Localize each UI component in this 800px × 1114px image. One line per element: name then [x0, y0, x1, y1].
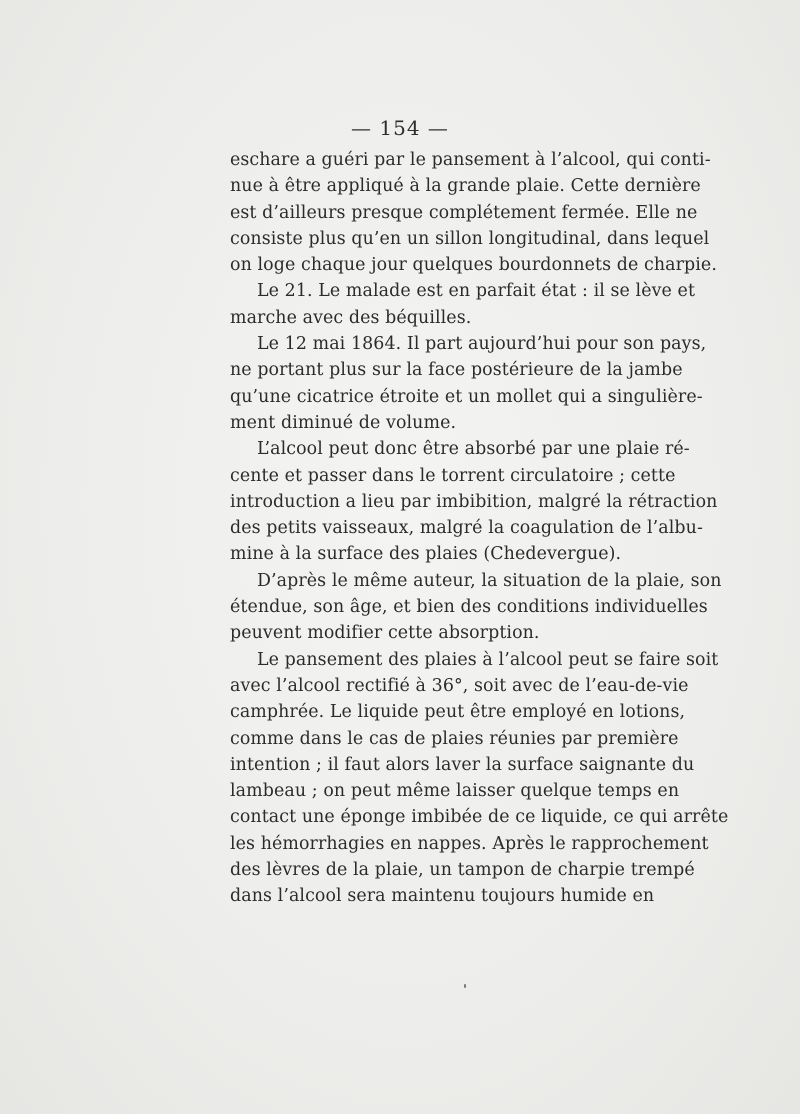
text-line: introduction a lieu par imbibition, malgré la rétraction: [230, 491, 718, 512]
text-line: eschare a guéri par le pansement à l’alcool, qui conti-: [230, 150, 711, 170]
text-line: ment diminué de volume.: [230, 412, 457, 433]
text-line: lambeau ; on peut même laisser quelque temps en: [230, 781, 680, 802]
text-line: étendue, son âge, et bien des conditions individuelles: [230, 597, 708, 618]
text-line: Le pansement des plaies à l’alcool peut se faire soit: [257, 649, 719, 670]
text-line: Le 12 mai 1864. Il part aujourd’hui pour son pays,: [257, 334, 707, 355]
text-line: qu’une cicatrice étroite et un mollet qui a singulière-: [230, 386, 703, 407]
text-line: D’après le même auteur, la situation de la plaie, son: [257, 570, 722, 591]
body-text: [230, 147, 729, 910]
text-line: nue à être appliqué à la grande plaie. Cette dernière: [230, 176, 701, 197]
text-line: on loge chaque jour quelques bourdonnets de charpie.: [230, 255, 717, 276]
text-line: peuvent modifier cette absorption.: [230, 623, 540, 644]
text-line: des lèvres de la plaie, un tampon de charpie trempé: [230, 860, 695, 881]
text-line: comme dans le cas de plaies réunies par première: [230, 728, 679, 749]
text-line: marche avec des béquilles.: [230, 307, 472, 328]
text-line: consiste plus qu’en un sillon longitudinal, dans lequel: [230, 228, 710, 249]
text-line: cente et passer dans le torrent circulatoire ; cette: [230, 465, 676, 486]
text-line: ne portant plus sur la face postérieure de la jambe: [230, 360, 683, 381]
paper-speck: [464, 984, 466, 988]
text-line: avec l’alcool rectifié à 36°, soit avec de l’eau-de-vie: [230, 675, 689, 696]
text-line: dans l’alcool sera maintenu toujours humide en: [230, 886, 655, 907]
text-line: camphrée. Le liquide peut être employé en lotions,: [230, 702, 686, 723]
text-line: L’alcool peut donc être absorbé par une plaie ré-: [257, 439, 690, 460]
text-line: contact une éponge imbibée de ce liquide, ce qui arrête: [230, 807, 729, 828]
text-line: des petits vaisseaux, malgré la coagulation de l’albu-: [230, 518, 703, 539]
text-line: est d’ailleurs presque complétement fermée. Elle ne: [230, 202, 698, 223]
text-line: les hémorrhagies en nappes. Après le rapprochement: [230, 833, 709, 854]
text-line: intention ; il faut alors laver la surface saignante du: [230, 754, 695, 775]
text-line: mine à la surface des plaies (Chedevergue).: [230, 544, 622, 565]
text-line: Le 21. Le malade est en parfait état : il se lève et: [257, 281, 696, 302]
page-number: — 154 —: [351, 116, 449, 140]
